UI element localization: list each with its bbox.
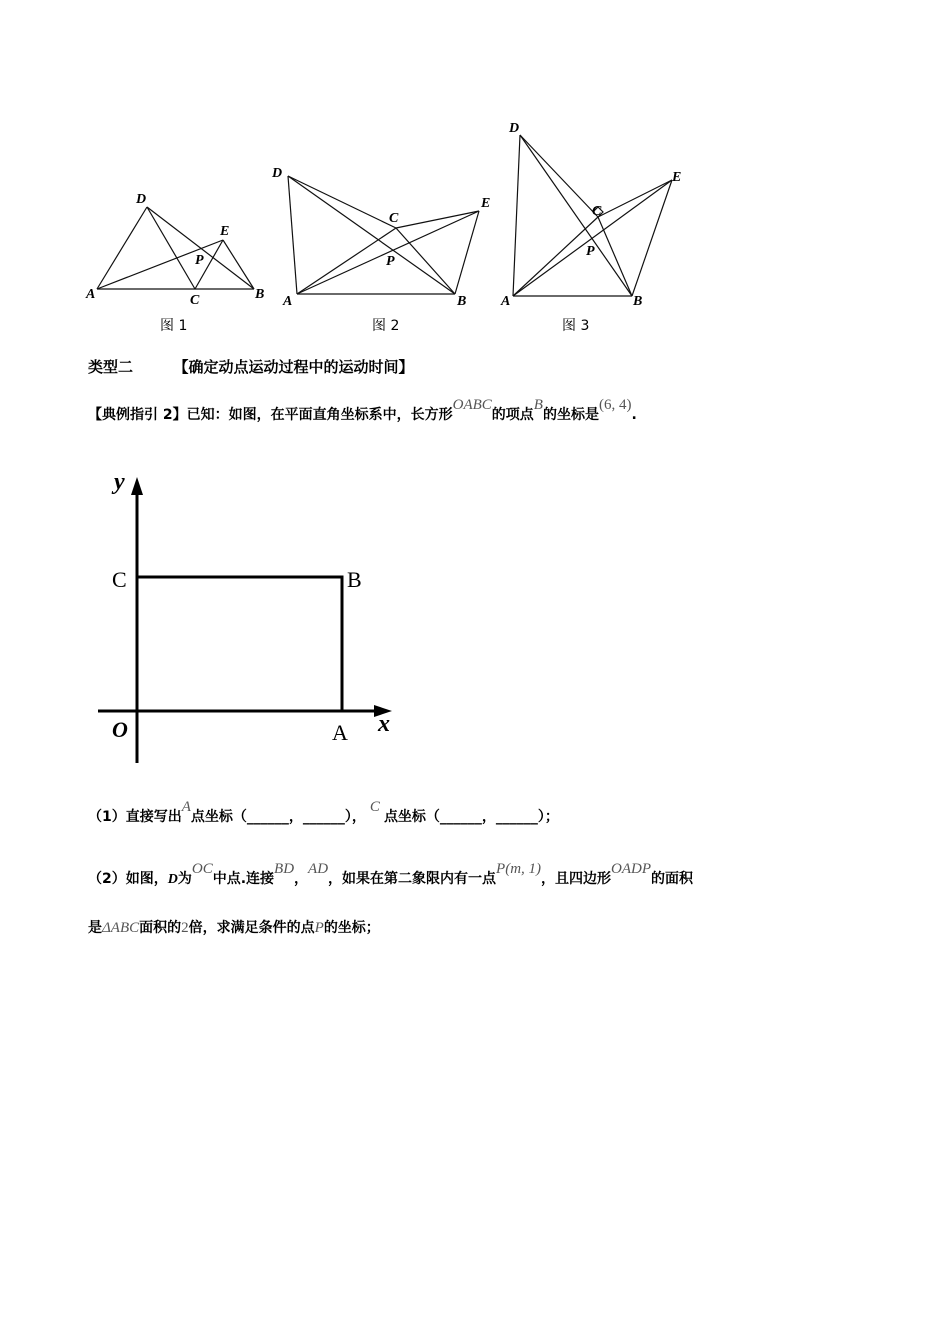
fig3-label-e: E xyxy=(672,170,682,185)
figure-3 xyxy=(495,118,695,310)
point-b-label: B xyxy=(347,567,362,592)
point-c-label: C xyxy=(112,567,127,592)
example-coord: (6, 4) xyxy=(598,397,632,413)
q1-point-c: C xyxy=(369,799,380,815)
example-text-3: 的坐标是 xyxy=(542,407,599,423)
fig1-label-a: A xyxy=(86,287,96,302)
q2-number: （2） xyxy=(88,871,126,887)
example-text-1: 已知：如图，在平面直角坐标系中，长方形 xyxy=(186,407,453,423)
origin-label: O xyxy=(112,717,128,742)
q2-two: 2 xyxy=(181,920,189,936)
q2-line2-a: 是 xyxy=(88,920,102,936)
fig3-caption: 图 3 xyxy=(562,318,590,334)
q2-point-p-2: P xyxy=(314,920,324,936)
fig3-label-b: B xyxy=(633,294,643,309)
q1-text-3: 点坐标（______，______）； xyxy=(383,809,559,825)
fig1-label-d: D xyxy=(136,192,147,207)
q2-segment-oc: OC xyxy=(191,861,213,877)
figure-2 xyxy=(270,160,500,310)
fig1-label-e: E xyxy=(220,224,230,239)
q1-number: （1） xyxy=(88,809,126,825)
q2-line2-c: 倍，求满足条件的点 xyxy=(188,920,315,936)
figure-1 xyxy=(82,185,272,310)
point-a-label: A xyxy=(332,720,348,745)
q1-text-2: 点坐标（______，______）， xyxy=(190,809,366,825)
q2-point-p: P(m, 1) xyxy=(496,861,542,877)
fig3-label-c: C xyxy=(592,204,602,219)
q2-text-3: 中点.连接 xyxy=(212,871,275,887)
q2-text-4: ，如果在第二象限内有一点 xyxy=(328,871,497,887)
fig2-label-a: A xyxy=(283,294,293,309)
fig1-label-b: B xyxy=(255,287,265,302)
q2-sep: ， xyxy=(294,871,309,887)
example-point-b: B xyxy=(533,397,543,413)
example-end: . xyxy=(631,407,637,423)
q2-text-6: 的面积 xyxy=(651,871,694,887)
fig2-label-p: P xyxy=(386,254,395,269)
fig1-label-c: C xyxy=(190,293,200,308)
fig3-label-a: A xyxy=(501,294,511,309)
question-2-line-1 xyxy=(88,861,694,888)
q2-quad-oadp: OADP xyxy=(611,861,652,877)
section-type: 类型二 xyxy=(88,358,134,376)
q2-text-1: 如图， xyxy=(125,871,168,887)
example-tag: 【典例指引 2】 xyxy=(88,407,187,423)
fig2-caption: 图 2 xyxy=(372,318,400,334)
axis-y-label: y xyxy=(114,469,125,495)
question-1 xyxy=(88,799,559,826)
q1-point-a: A xyxy=(181,799,191,815)
q2-point-d: D xyxy=(167,872,178,887)
q1-text-1: 直接写出 xyxy=(125,809,182,825)
fig2-label-e: E xyxy=(481,196,491,211)
q2-text-5: ，且四边形 xyxy=(541,871,612,887)
fig1-label-p: P xyxy=(195,253,204,268)
question-2-line-2 xyxy=(88,917,380,937)
fig3-label-d: D xyxy=(509,121,520,136)
fig3-label-p: P xyxy=(586,244,595,259)
axis-x-label: x xyxy=(378,711,390,737)
q2-segment-bd: BD xyxy=(274,861,295,877)
example-line xyxy=(88,397,637,424)
coordinate-figure xyxy=(92,465,402,775)
fig2-label-b: B xyxy=(457,294,467,309)
fig1-caption: 图 1 xyxy=(160,318,188,334)
fig2-label-d: D xyxy=(272,166,283,181)
fig2-label-c: C xyxy=(389,211,399,226)
q2-line2-b: 面积的 xyxy=(139,920,182,936)
section-heading xyxy=(88,356,414,377)
example-text-2: 的项点 xyxy=(491,407,534,423)
q2-triangle: ΔABC xyxy=(102,920,140,936)
q2-segment-ad: AD xyxy=(308,861,329,877)
q2-text-2: 为 xyxy=(177,871,192,887)
section-title: 【确定动点运动过程中的运动时间】 xyxy=(173,358,414,376)
example-rect: OABC xyxy=(452,397,492,413)
q2-line2-d: 的坐标； xyxy=(323,920,380,936)
